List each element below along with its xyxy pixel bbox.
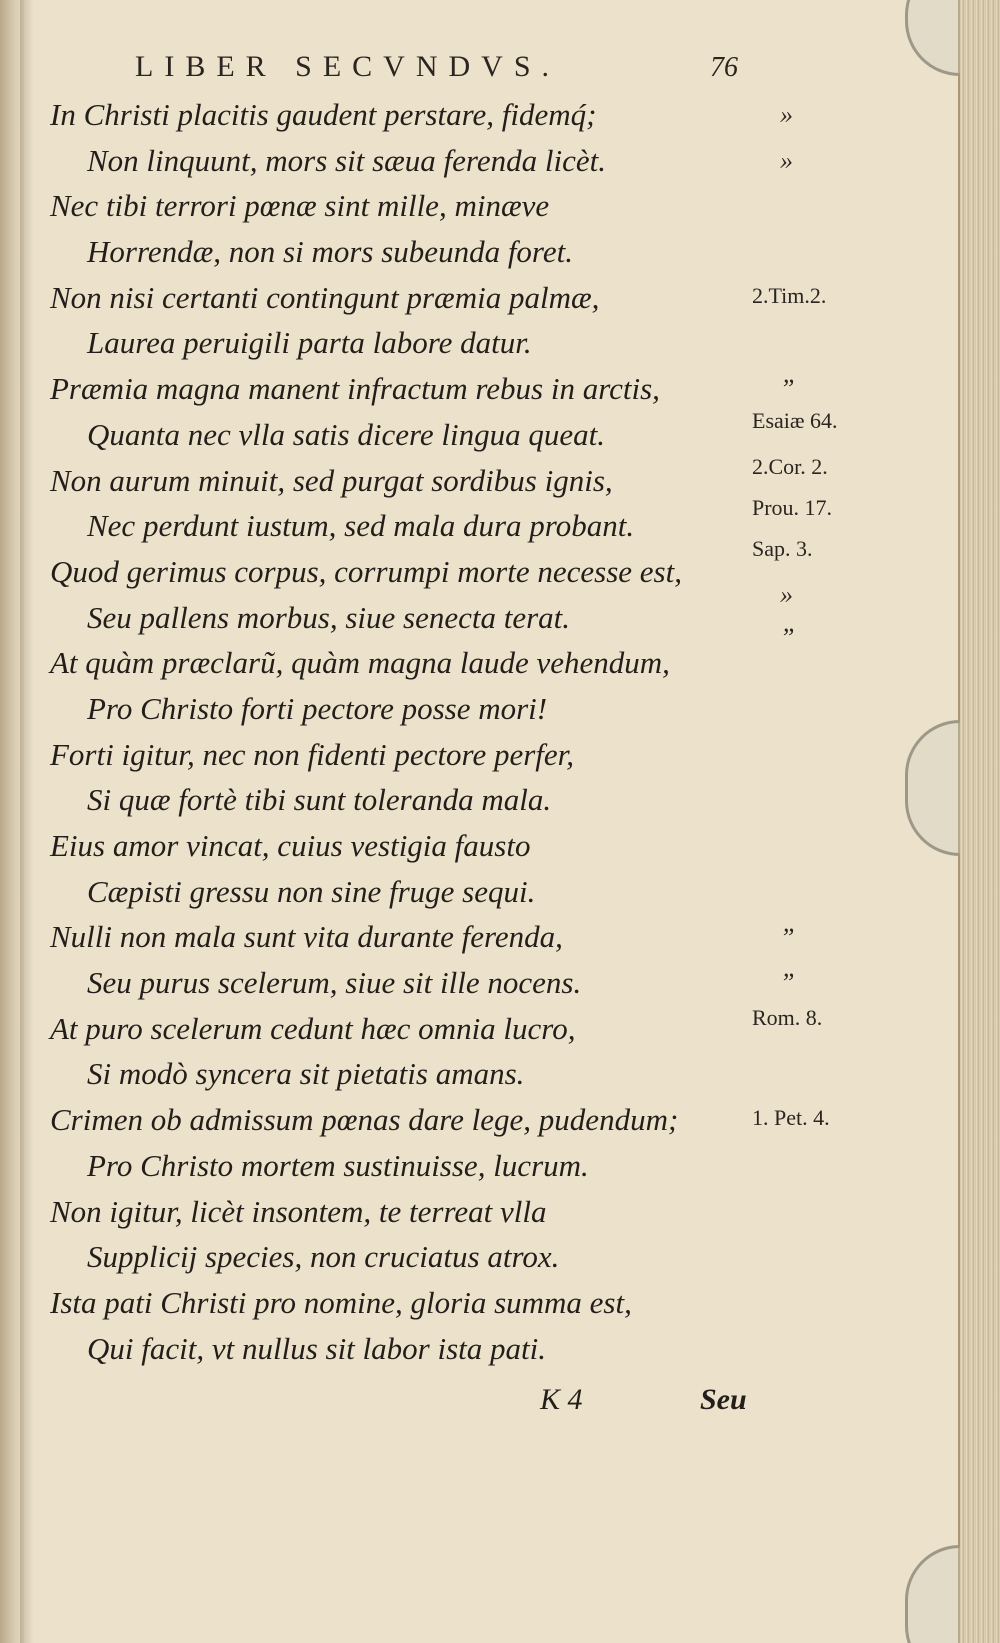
verse-line: Cæpisti gressu non sine fruge sequi. (87, 873, 536, 909)
verse-line: Seu purus scelerum, siue sit ille nocens. (87, 965, 582, 1001)
verse-line: Supplicij species, non cruciatus atrox. (87, 1239, 560, 1275)
scripture-reference: Sap. 3. (752, 536, 813, 562)
verse-line: Seu pallens morbus, siue senecta terat. (87, 599, 571, 635)
quotation-mark: ” (780, 922, 795, 952)
verse-line: Nulli non mala sunt vita durante ferenda, (50, 919, 563, 955)
scripture-reference: Prou. 17. (752, 495, 833, 521)
verse-line: Qui facit, vt nullus sit labor ista pati. (87, 1330, 546, 1366)
verse-line: At quàm præclarũ, quàm magna laude vehendum, (50, 645, 670, 681)
verse-line: Crimen ob admissum pœnas dare lege, pudendum; (50, 1102, 679, 1138)
verse-line: Non nisi certanti contingunt præmia palmæ, (50, 279, 600, 315)
verse-line: In Christi placitis gaudent perstare, fidemq́; (50, 97, 597, 132)
clasp-middle (905, 720, 960, 856)
quotation-mark: » (780, 100, 793, 129)
verse-line: Eius amor vincat, cuius vestigia fausto (50, 828, 531, 863)
quotation-mark: ” (780, 623, 795, 653)
verse-line: Non igitur, licèt insontem, te terreat vlla (50, 1193, 547, 1229)
catchword: Seu (700, 1383, 747, 1416)
clasp-top (905, 0, 960, 76)
signature-mark: K 4 (540, 1383, 583, 1416)
running-head: LIBER SECVNDVS. (135, 50, 561, 83)
scripture-reference: 2.Cor. 2. (752, 454, 828, 480)
scripture-reference: 2.Tim.2. (752, 282, 827, 308)
scripture-reference: Rom. 8. (752, 1004, 823, 1030)
verse-line: Quanta nec vlla satis dicere lingua queat. (87, 416, 606, 452)
quotation-mark: ” (780, 374, 795, 404)
verse-line: Non linquunt, mors sit sæua ferenda licèt. (87, 142, 606, 178)
verse-block (0, 92, 760, 1371)
verse-line: Horrendæ, non si mors subeunda foret. (87, 234, 573, 270)
verse-line: Ista pati Christi pro nomine, gloria summa est, (50, 1284, 632, 1320)
verse-line: Nec perdunt iustum, sed mala dura probant. (87, 508, 635, 544)
quotation-mark: ” (780, 968, 795, 998)
clasp-bottom (905, 1545, 960, 1643)
verse-line: Quod gerimus corpus, corrumpi morte necesse est, (50, 553, 682, 589)
verse-line: Pro Christo mortem sustinuisse, lucrum. (87, 1147, 589, 1183)
verse-line: Si quæ fortè tibi sunt toleranda mala. (87, 782, 552, 818)
verse-line: Forti igitur, nec non fidenti pectore perfer, (50, 736, 575, 772)
verse-line: Non aurum minuit, sed purgat sordibus ignis, (50, 462, 613, 498)
verse-line: Nec tibi terrori pœnæ sint mille, minæve (50, 188, 550, 224)
verse-line: Pro Christo forti pectore posse mori! (87, 690, 548, 726)
scripture-reference: 1. Pet. 4. (752, 1105, 830, 1131)
verse-line: At puro scelerum cedunt hæc omnia lucro, (50, 1010, 576, 1046)
verse-line: Si modò syncera sit pietatis amans. (87, 1056, 525, 1092)
folio-number: 76 (710, 52, 738, 83)
quotation-mark: » (780, 579, 793, 609)
verse-line: Præmia magna manent infractum rebus in arctis, (50, 371, 660, 407)
page-edges (958, 0, 1000, 1643)
verse-line: Laurea peruigili parta labore datur. (87, 325, 532, 361)
scripture-reference: Esaiæ 64. (752, 408, 838, 434)
quotation-mark: » (780, 145, 793, 175)
